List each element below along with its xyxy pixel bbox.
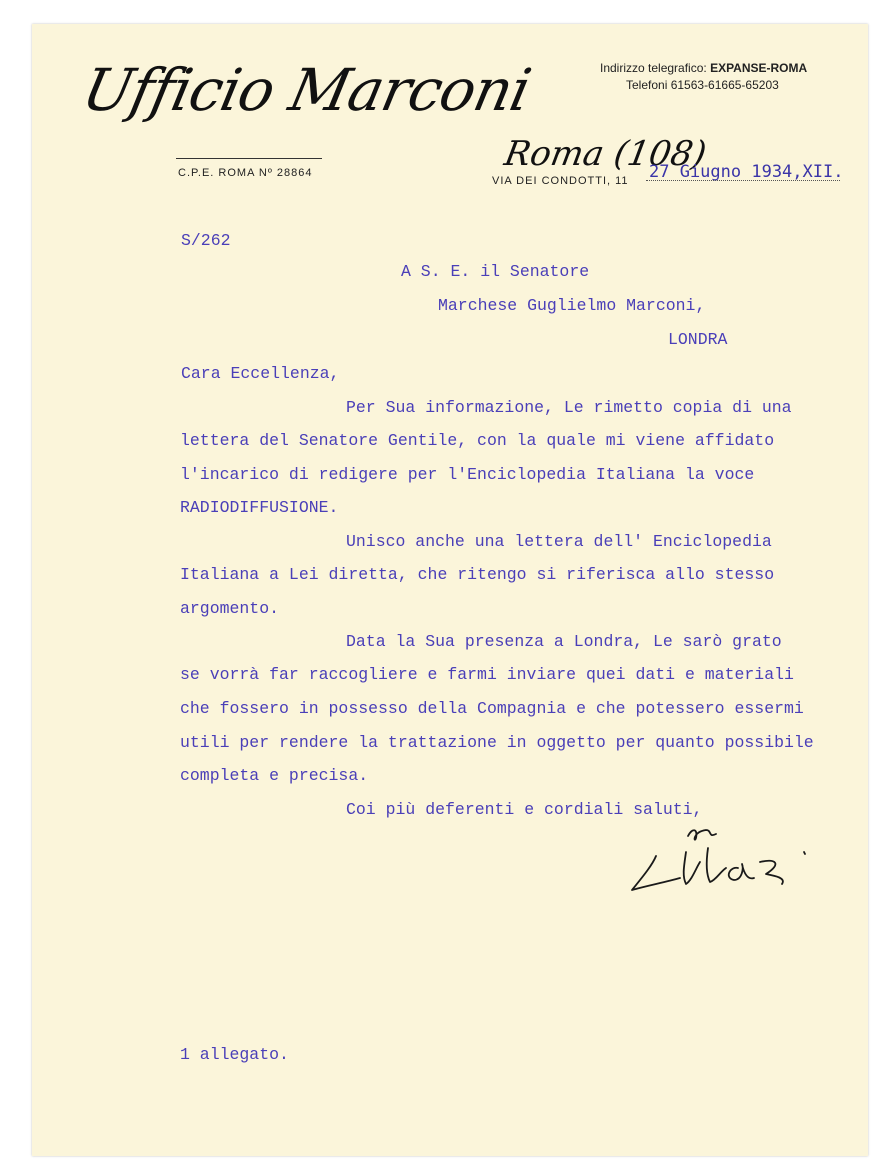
body-line: l'incarico di redigere per l'Enciclopedia Italiana la voce xyxy=(180,465,755,484)
body-line: utili per rendere la trattazione in oggetto per quanto possibile xyxy=(180,733,814,752)
body-line: completa e precisa. xyxy=(180,766,369,785)
body-line: Unisco anche una lettera dell' Enciclopedia xyxy=(346,532,772,551)
reference-number: S/262 xyxy=(181,231,231,250)
recipient-line-2: Marchese Guglielmo Marconi, xyxy=(438,296,706,315)
date-dotted-line xyxy=(646,180,840,181)
letterhead-rule xyxy=(176,158,322,159)
handwritten-signature xyxy=(626,822,826,902)
letterhead-brand: Ufficio Marconi xyxy=(76,56,536,124)
salutation: Cara Eccellenza, xyxy=(181,364,340,383)
body-line: Italiana a Lei diretta, che ritengo si riferisca allo stesso xyxy=(180,565,775,584)
telegraph-label: Indirizzo telegrafico: xyxy=(600,61,707,75)
recipient-line-1: A S. E. il Senatore xyxy=(401,262,590,281)
telegraph-value: EXPANSE-ROMA xyxy=(710,61,808,75)
body-line: Per Sua informazione, Le rimetto copia di una xyxy=(346,398,792,417)
body-line: argomento. xyxy=(180,599,280,618)
letter-date: 27 Giugno 1934,XII. xyxy=(649,162,844,182)
letterhead-telegraph xyxy=(600,61,807,75)
letter-sheet xyxy=(32,24,868,1156)
letterhead-address: VIA DEI CONDOTTI, 11 xyxy=(492,175,629,187)
body-line: se vorrà far raccogliere e farmi inviare quei dati e materiali xyxy=(180,665,794,684)
body-line: Data la Sua presenza a Londra, Le sarò grato xyxy=(346,632,782,651)
letterhead-city: Roma (108) xyxy=(501,134,710,174)
closing: Coi più deferenti e cordiali saluti, xyxy=(346,800,703,819)
enclosure-note: 1 allegato. xyxy=(180,1045,289,1064)
body-line: lettera del Senatore Gentile, con la quale mi viene affidato xyxy=(180,431,775,450)
body-line: che fossero in possesso della Compagnia e che potessero essermi xyxy=(180,699,804,718)
letterhead-phones: Telefoni 61563-61665-65203 xyxy=(626,78,779,92)
recipient-line-3: LONDRA xyxy=(668,330,728,349)
letterhead-cpe: C.P.E. ROMA Nº 28864 xyxy=(178,167,313,179)
body-line: RADIODIFFUSIONE. xyxy=(180,498,339,517)
